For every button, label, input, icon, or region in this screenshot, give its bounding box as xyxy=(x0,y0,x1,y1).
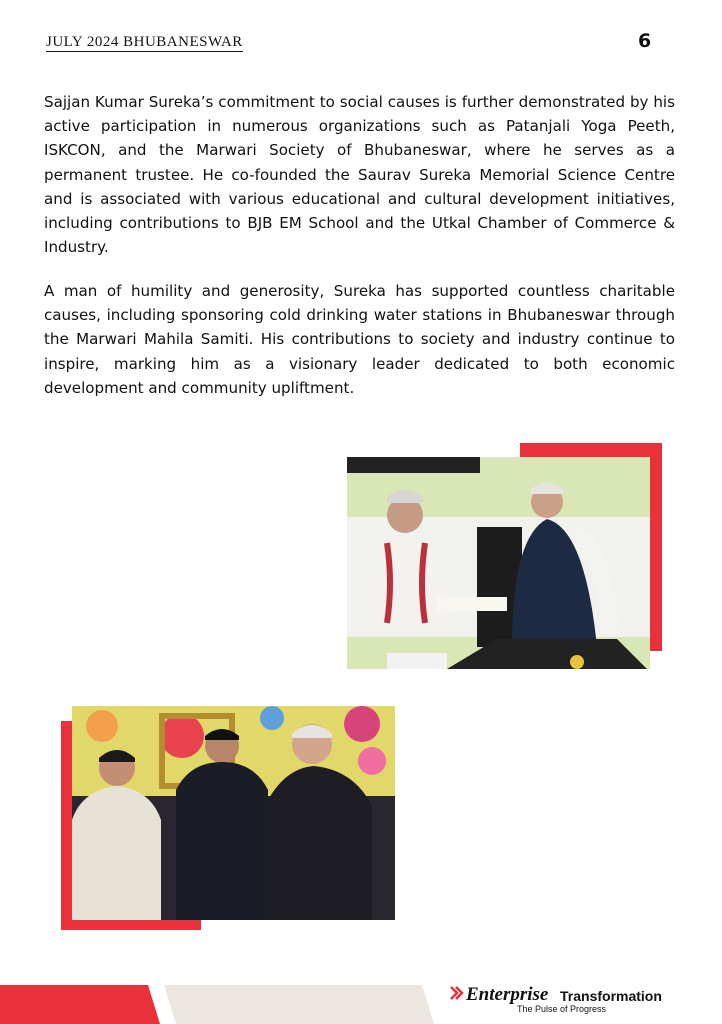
brand-tagline: The Pulse of Progress xyxy=(517,1004,607,1014)
photo-2-three-men-standing xyxy=(72,706,395,920)
issue-header: JULY 2024 BHUBANESWAR xyxy=(46,34,243,50)
body-paragraph-2: A man of humility and generosity, Sureka has supported countless charitable causes, including sponsoring cold drinking water stations in Bhubaneswar through the Marwari Mahila Samiti. His contributions to society and industry continue to inspire, marking him as a visionary leader dedicated to both economic development and community upliftment. xyxy=(44,282,675,397)
brand-word-enterprise: Enterprise xyxy=(466,984,549,1005)
page-number: 6 xyxy=(638,30,652,52)
footer-beige-band xyxy=(164,985,434,1024)
brand-word-transformation: Transformation xyxy=(560,988,662,1004)
brand-chevron-icon xyxy=(450,986,464,1000)
body-paragraph-1: Sajjan Kumar Sureka’s commitment to social causes is further demonstrated by his active participation in numerous organizations such as Patanjali Yoga Peeth, ISKCON, and the Marwari Society of Bhubaneswar, where he serves as a permanent trustee. He co-founded the Saurav Sureka Memorial Science Centre and is associated with various educational and cultural development initiatives, including contributions to BJB EM School and the Utkal Chamber of Commerce & Industry. xyxy=(44,93,675,257)
footer-red-band xyxy=(0,985,160,1024)
photo-1-two-men-seated xyxy=(347,457,650,669)
